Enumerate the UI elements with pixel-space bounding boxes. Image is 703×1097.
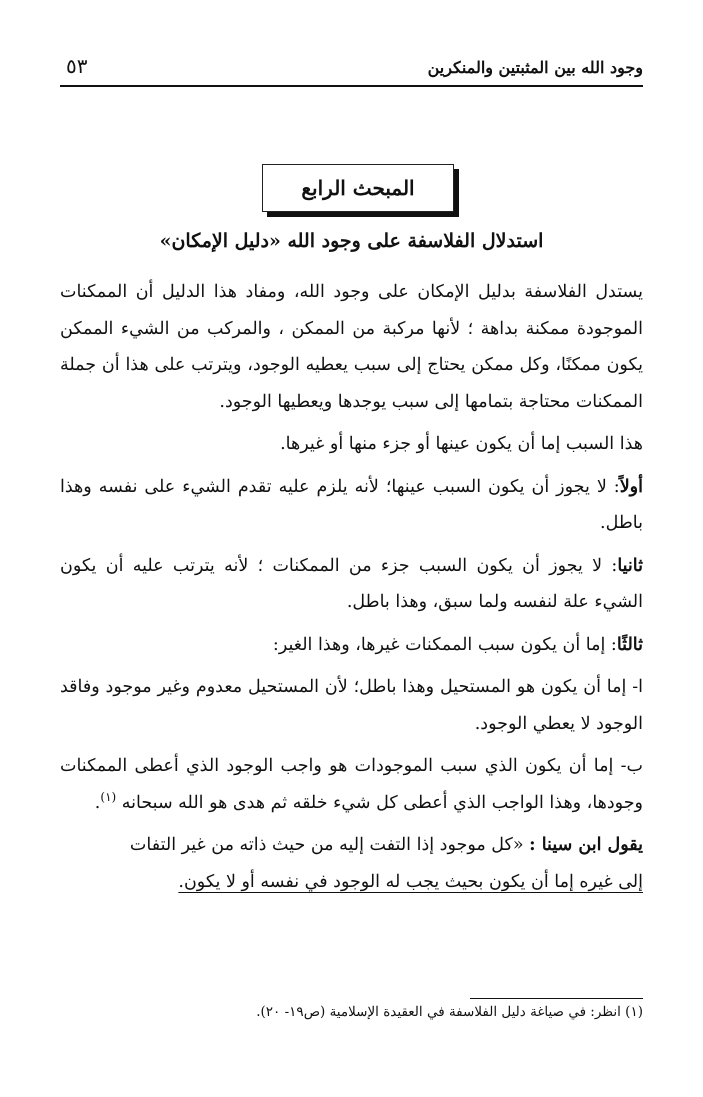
page-header	[60, 52, 643, 84]
section-title-box	[262, 164, 454, 212]
paragraph-lead: ثانيا	[617, 555, 643, 576]
body-text	[60, 274, 643, 906]
paragraph-text: ب- إما أن يكون الذي سبب الموجودات هو واجب الوجود الذي أعطى الممكنات وجودها، وهذا الواجب الذي أعطى كل شيء خلقه ثم هدى هو الله سبحانه	[60, 756, 643, 813]
paragraph-lead: ثالثًا	[616, 634, 643, 655]
paragraph-text: «كل موجود إذا التفت إليه من حيث ذاته من غير التفات	[129, 835, 530, 855]
paragraph-text: .	[94, 792, 101, 813]
paragraph-lead: أولاً	[619, 476, 643, 497]
paragraph-text: : لا يجوز أن يكون السبب جزء من الممكنات ؛ لأنه يترتب عليه أن يكون الشيء علة لنفسه ولما سبق، وهذا باطل.	[60, 555, 643, 612]
paragraph-text: يستدل الفلاسفة بدليل الإمكان على وجود الله، ومفاد هذا الدليل أن الممكنات الموجودة ممكنة بداهة ؛ لأنها مركبة من الممكن ، والمركب من الشيء الممكن يكون ممكنًا، وكل ممكن يحتاج إلى سبب يعطيه الوجود، ويترتب على هذا أن جملة الممكنات محتاجة بتمامها إلى سبب يوجدها ويعطيها الوجود.	[60, 282, 643, 412]
footnote-rule	[470, 998, 643, 999]
paragraph	[60, 627, 643, 664]
paragraph-text: هذا السبب إما أن يكون عينها أو جزء منها أو غيرها.	[280, 434, 643, 454]
paragraph	[60, 548, 643, 621]
header-rule	[60, 85, 643, 87]
paragraph	[60, 827, 643, 900]
paragraph-text: : إما أن يكون سبب الممكنات غيرها، وهذا الغير:	[272, 634, 617, 655]
paragraph	[60, 469, 643, 542]
paragraph	[60, 274, 643, 420]
section-title: المبحث الرابع	[301, 176, 415, 200]
paragraph	[60, 426, 643, 463]
underlined-quote: إلى غيره إما أن يكون بحيث يجب له الوجود في نفسه أو لا يكون.	[178, 871, 643, 892]
paragraph-lead: يقول ابن سينا :	[529, 835, 643, 855]
section-subtitle: استدلال الفلاسفة على وجود الله «دليل الإمكان»	[159, 230, 544, 252]
paragraph	[60, 669, 643, 742]
paragraph-text: : لا يجوز أن يكون السبب عينها؛ لأنه يلزم عليه تقدم الشيء على نفسه وهذا باطل.	[60, 476, 643, 533]
running-title: وجود الله بين المثبتين والمنكرين	[427, 58, 643, 77]
footnote: (١) انظر: في صياغة دليل الفلاسفة في العقيدة الإسلامية (ص١٩- ٢٠).	[256, 1004, 643, 1020]
footnote-reference[interactable]: (١)	[100, 789, 117, 804]
paragraph-text: ا- إما أن يكون هو المستحيل وهذا باطل؛ لأن المستحيل معدوم وغير موجود وفاقد الوجود لا يعطي الوجود.	[60, 677, 643, 734]
paragraph	[60, 748, 643, 821]
page-number: ٥٣	[66, 54, 88, 78]
